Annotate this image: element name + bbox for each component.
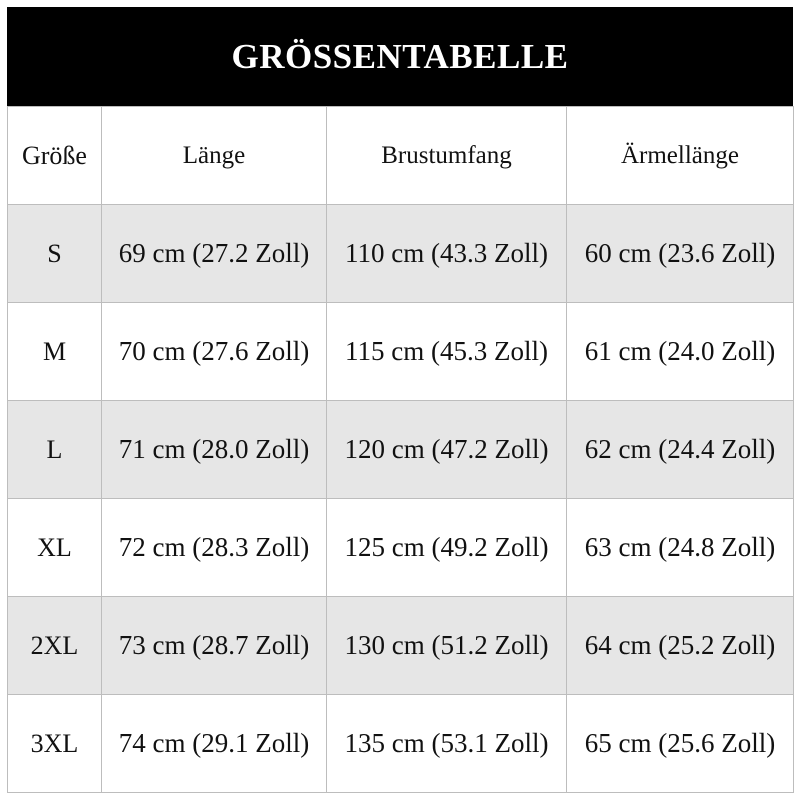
sleeve-cell: 60 cm (23.6 Zoll) <box>567 205 794 303</box>
table-row <box>8 499 794 597</box>
chart-title: GRÖSSENTABELLE <box>7 7 793 106</box>
chest-cell: 135 cm (53.1 Zoll) <box>327 695 567 793</box>
header-sleeve: Ärmellänge <box>567 107 794 205</box>
length-cell: 71 cm (28.0 Zoll) <box>102 401 327 499</box>
length-cell: 74 cm (29.1 Zoll) <box>102 695 327 793</box>
sleeve-cell: 61 cm (24.0 Zoll) <box>567 303 794 401</box>
size-table <box>7 106 794 793</box>
length-cell: 70 cm (27.6 Zoll) <box>102 303 327 401</box>
chest-cell: 130 cm (51.2 Zoll) <box>327 597 567 695</box>
table-row <box>8 303 794 401</box>
sleeve-cell: 62 cm (24.4 Zoll) <box>567 401 794 499</box>
size-cell: L <box>8 401 102 499</box>
header-chest: Brustumfang <box>327 107 567 205</box>
chest-cell: 120 cm (47.2 Zoll) <box>327 401 567 499</box>
chest-cell: 110 cm (43.3 Zoll) <box>327 205 567 303</box>
size-chart <box>7 7 793 793</box>
length-cell: 72 cm (28.3 Zoll) <box>102 499 327 597</box>
table-row <box>8 695 794 793</box>
chest-cell: 125 cm (49.2 Zoll) <box>327 499 567 597</box>
sleeve-cell: 63 cm (24.8 Zoll) <box>567 499 794 597</box>
sleeve-cell: 64 cm (25.2 Zoll) <box>567 597 794 695</box>
table-row <box>8 597 794 695</box>
chest-cell: 115 cm (45.3 Zoll) <box>327 303 567 401</box>
table-row <box>8 205 794 303</box>
size-cell: S <box>8 205 102 303</box>
header-length: Länge <box>102 107 327 205</box>
size-cell: 3XL <box>8 695 102 793</box>
table-row <box>8 401 794 499</box>
size-cell: M <box>8 303 102 401</box>
sleeve-cell: 65 cm (25.6 Zoll) <box>567 695 794 793</box>
header-size: Größe <box>8 107 102 205</box>
size-cell: XL <box>8 499 102 597</box>
header-row <box>8 107 794 205</box>
length-cell: 73 cm (28.7 Zoll) <box>102 597 327 695</box>
length-cell: 69 cm (27.2 Zoll) <box>102 205 327 303</box>
size-cell: 2XL <box>8 597 102 695</box>
